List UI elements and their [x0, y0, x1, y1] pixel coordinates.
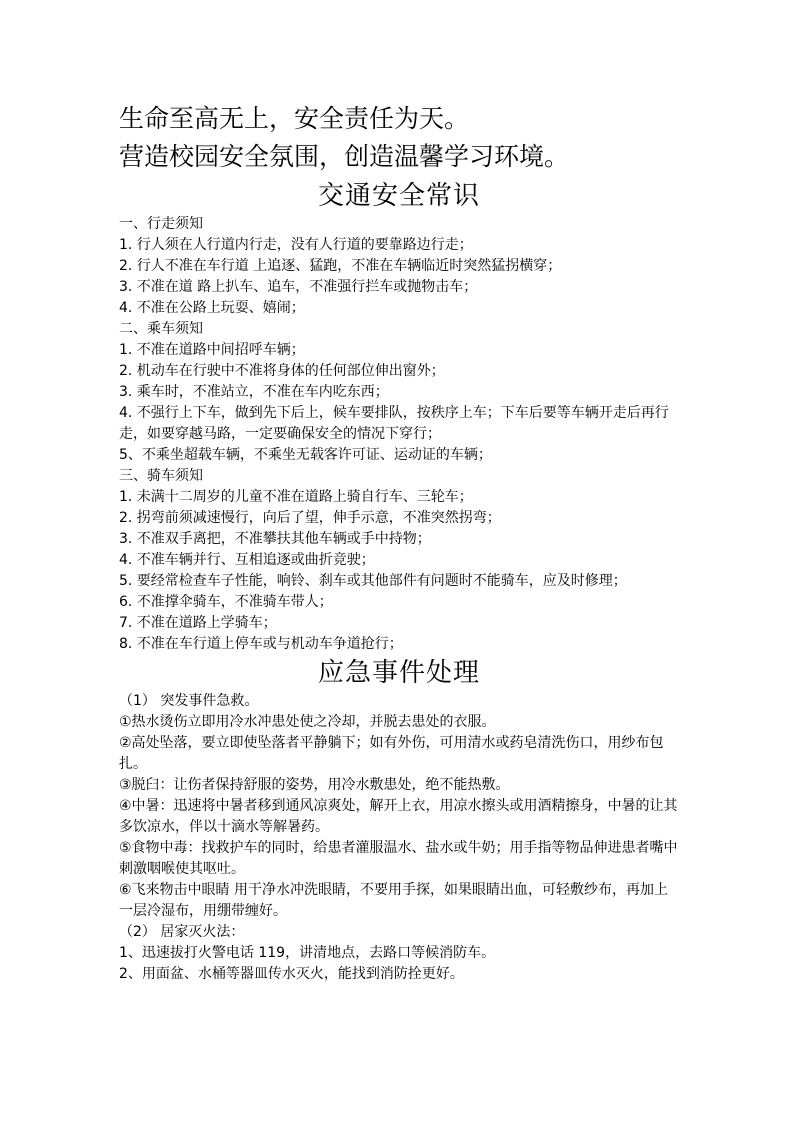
text-line: ①热水烫伤立即用冷水冲患处使之冷却，并脱去患处的衣服。 [119, 714, 496, 730]
text-line: 1. 行人须在人行道内行走，没有人行道的要靠路边行走； [119, 237, 473, 253]
text-paragraph: ②高处坠落，要立即使坠落者平静躺下；如有外伤，可用清水或药皂清洗伤口，用纱布包扎。 [119, 735, 664, 772]
text-line: 6. 不准撑伞骑车，不准骑车带人； [119, 594, 333, 610]
text-paragraph: ⑤食物中毒：找救护车的同时，给患者灌服温水、盐水或牛奶；用手指等物品伸进患者嘴中刺激咽喉使其呕吐。 [119, 840, 678, 877]
traffic-safety-title: 交通安全常识 [317, 181, 480, 211]
text-line: 5、不乘坐超载车辆，不乘坐无载客许可证、运动证的车辆； [119, 447, 492, 463]
text-paragraph: ⑥飞来物击中眼睛 用干净水冲洗眼睛，不要用手探，如果眼睛出血，可轻敷纱布，再加上一层冷湿布，用绷带缠好。 [119, 882, 668, 919]
text-line: 1. 未满十二周岁的儿童不准在道路上骑自行车、三轮车； [119, 489, 473, 505]
text-line: 1. 不准在道路中间招呼车辆； [119, 342, 305, 358]
text-paragraph: ④中暑：迅速将中暑者移到通风凉爽处，解开上衣，用凉水擦头或用酒精擦身，中暑的让其多饮凉水，伴以十滴水等解暑药。 [119, 798, 678, 835]
text-line: 3. 乘车时，不准站立，不准在车内吃东西； [119, 384, 389, 400]
section-heading-first-aid: （1） 突发事件急救。 [119, 693, 259, 709]
text-line: 2. 行人不准在车行道 上追逐、猛跑，不准在车辆临近时突然猛拐横穿； [119, 258, 562, 274]
section-heading-riding: 二、乘车须知 [119, 321, 203, 337]
document-content [119, 100, 679, 985]
text-line: 2、用面盆、水桶等器皿传水灭火，能找到消防拴更好。 [119, 966, 464, 982]
text-line: 2. 拐弯前须减速慢行，向后了望，伸手示意，不准突然拐弯； [119, 510, 501, 526]
text-line: 4. 不准在公路上玩耍、嬉闹； [119, 300, 305, 316]
text-line: 7. 不准在道路上学骑车； [119, 615, 277, 631]
text-line: 2. 机动车在行驶中不准将身体的任何部位伸出窗外； [119, 363, 445, 379]
text-paragraph: 4. 不强行上下车，做到先下后上，候车要排队，按秩序上车；下车后要等车辆开走后再行走，如要穿越马路，一定要确保安全的情况下穿行； [119, 405, 669, 442]
slogan-line-1: 生命至高无上，安全责任为天。 [119, 104, 470, 133]
text-line: 3. 不准双手离把，不准攀扶其他车辆或手中持物； [119, 531, 431, 547]
section-heading-home-fire: （2） 居家灭火法： [119, 924, 245, 940]
slogan-line-2: 营造校园安全氛围，创造温馨学习环境。 [119, 142, 570, 171]
text-line: ③脱臼：让伤者保持舒服的姿势，用冷水敷患处，绝不能热敷。 [119, 777, 510, 793]
text-line: 8. 不准在车行道上停车或与机动车争道抢行； [119, 636, 403, 652]
text-line: 1、迅速拔打火警电话 119，讲清地点，去路口等候消防车。 [119, 945, 496, 961]
emergency-handling-section [119, 691, 679, 985]
text-line: 3. 不准在道 路上扒车、追车，不准强行拦车或抛物击车； [119, 279, 478, 295]
traffic-safety-section [119, 214, 679, 655]
section-heading-cycling: 三、骑车须知 [119, 468, 203, 484]
section-heading-walking: 一、行走须知 [119, 216, 203, 232]
text-paragraph: 5. 要经常检查车子性能，响铃、刹车或其他部件有问题时不能骑车，应及时修理； [119, 573, 627, 589]
text-line: 4. 不准车辆并行、互相追逐或曲折竞驶； [119, 552, 375, 568]
emergency-handling-title: 应急事件处理 [317, 658, 480, 688]
